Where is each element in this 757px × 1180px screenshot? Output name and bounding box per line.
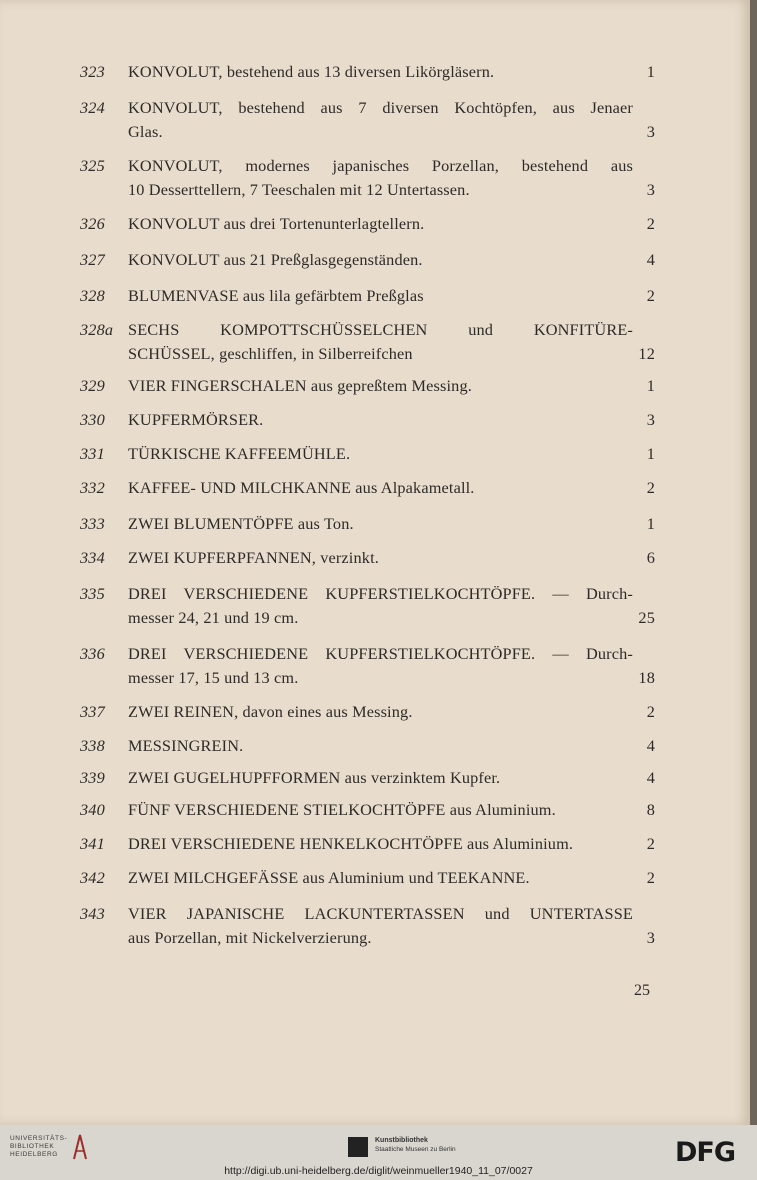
lot-quantity: 2 (646, 834, 655, 853)
lot-description-line: BLUMENVASE aus lila gefärbtem Preßglas (128, 286, 424, 305)
lot-quantity: 3 (646, 928, 655, 947)
lot-description-line: ZWEI REINEN, davon eines aus Messing. (128, 702, 413, 721)
ub-logo-line: UNIVERSITÄTS- (10, 1135, 68, 1142)
lot-description-line: KUPFERMÖRSER. (128, 410, 264, 429)
lot-number: 330 (80, 410, 105, 429)
lot-description-line: SCHÜSSEL, geschliffen, in Silberreifchen (128, 344, 413, 363)
lot-number: 327 (80, 250, 105, 269)
lot-quantity: 4 (646, 736, 655, 755)
lot-quantity: 2 (646, 868, 655, 887)
lot-entry (80, 248, 655, 272)
lot-entry (80, 442, 655, 466)
lot-description-line: DREI VERSCHIEDENE KUPFERSTIELKOCHTÖPFE. — Durch- (128, 644, 633, 663)
lot-description-line: messer 24, 21 und 19 cm. (128, 608, 299, 627)
lot-description-line: ZWEI GUGELHUPFFORMEN aus verzinktem Kupfer. (128, 768, 501, 787)
lot-number: 333 (80, 514, 105, 533)
lot-quantity: 4 (646, 768, 655, 787)
lot-entry (80, 284, 655, 308)
lot-entry (80, 798, 655, 822)
lot-entry (80, 154, 655, 202)
lot-quantity: 3 (646, 122, 655, 141)
lot-quantity: 3 (646, 410, 655, 429)
lot-quantity: 2 (646, 214, 655, 233)
dfg-logo[interactable]: DFG (675, 1137, 736, 1168)
lot-quantity: 2 (646, 702, 655, 721)
footer-bar (0, 1125, 757, 1180)
lot-quantity: 2 (646, 478, 655, 497)
lot-description-line: KONVOLUT, bestehend aus 13 diversen Likörgläsern. (128, 62, 495, 81)
ub-seal-icon (70, 1133, 90, 1161)
lot-number: 334 (80, 548, 105, 567)
lot-number: 332 (80, 478, 105, 497)
ub-heidelberg-logo[interactable] (10, 1135, 67, 1159)
lot-entry (80, 408, 655, 432)
lot-quantity: 12 (638, 344, 655, 363)
page-edge (750, 0, 757, 1125)
lot-number: 339 (80, 768, 105, 787)
lot-description-line: KONVOLUT aus drei Tortenunterlagtellern. (128, 214, 425, 233)
lot-description-line: ZWEI KUPFERPFANNEN, verzinkt. (128, 548, 379, 567)
lot-number: 341 (80, 834, 105, 853)
lot-description-line: aus Porzellan, mit Nickelverzierung. (128, 928, 372, 947)
kb-subtitle: Staatliche Museen zu Berlin (375, 1146, 456, 1153)
lot-description-line: KONVOLUT aus 21 Preßglasgegenständen. (128, 250, 423, 269)
lot-description-line: MESSINGREIN. (128, 736, 244, 755)
lot-description-line: DREI VERSCHIEDENE HENKELKOCHTÖPFE aus Aluminium. (128, 834, 574, 853)
lot-number: 323 (80, 62, 105, 81)
lot-entry (80, 512, 655, 536)
lot-entry (80, 212, 655, 236)
lot-quantity: 1 (646, 62, 655, 81)
lot-entry (80, 642, 655, 690)
lot-description-line: ZWEI MILCHGEFÄSSE aus Aluminium und TEEKANNE. (128, 868, 530, 887)
lot-entry (80, 700, 655, 724)
page-number: 25 (634, 982, 650, 999)
lot-list (80, 60, 655, 950)
lot-entry (80, 546, 655, 570)
lot-entry (80, 374, 655, 398)
lot-number: 328a (80, 320, 114, 339)
lot-number: 331 (80, 444, 105, 463)
lot-entry (80, 766, 655, 790)
kunstbibliothek-icon (348, 1137, 368, 1157)
lot-number: 337 (80, 702, 105, 721)
lot-description-line: KAFFEE- UND MILCHKANNE aus Alpakametall. (128, 478, 475, 497)
lot-description-line: ZWEI BLUMENTÖPFE aus Ton. (128, 514, 354, 533)
lot-quantity: 25 (638, 608, 655, 627)
lot-number: 335 (80, 584, 105, 603)
lot-quantity: 18 (638, 668, 655, 687)
lot-quantity: 1 (646, 514, 655, 533)
lot-quantity: 3 (646, 180, 655, 199)
lot-number: 329 (80, 376, 105, 395)
lot-number: 343 (80, 904, 105, 923)
lot-entry (80, 902, 655, 950)
source-url[interactable]: http://digi.ub.uni-heidelberg.de/diglit/weinmueller1940_11_07/0027 (224, 1165, 533, 1177)
lot-quantity: 1 (646, 444, 655, 463)
lot-quantity: 2 (646, 286, 655, 305)
lot-number: 336 (80, 644, 105, 663)
lot-entry (80, 476, 655, 500)
lot-description-line: 10 Desserttellern, 7 Teeschalen mit 12 Untertassen. (128, 180, 470, 199)
kb-title: Kunstbibliothek (375, 1137, 428, 1144)
lot-entry (80, 60, 655, 84)
lot-number: 324 (80, 98, 105, 117)
lot-number: 328 (80, 286, 105, 305)
lot-number: 342 (80, 868, 105, 887)
lot-description-line: KONVOLUT, modernes japanisches Porzellan, bestehend aus (128, 156, 633, 175)
lot-description-line: KONVOLUT, bestehend aus 7 diversen Kochtöpfen, aus Jenaer (128, 98, 633, 117)
lot-quantity: 1 (646, 376, 655, 395)
lot-entry (80, 866, 655, 890)
lot-quantity: 6 (646, 548, 655, 567)
lot-description-line: DREI VERSCHIEDENE KUPFERSTIELKOCHTÖPFE. — Durch- (128, 584, 633, 603)
lot-entry (80, 832, 655, 856)
lot-quantity: 4 (646, 250, 655, 269)
lot-description-line: VIER FINGERSCHALEN aus gepreßtem Messing. (128, 376, 472, 395)
lot-description-line: VIER JAPANISCHE LACKUNTERTASSEN und UNTERTASSE (128, 904, 633, 923)
lot-description-line: Glas. (128, 122, 163, 141)
lot-description-line: FÜNF VERSCHIEDENE STIELKOCHTÖPFE aus Aluminium. (128, 800, 556, 819)
lot-entry (80, 734, 655, 758)
lot-quantity: 8 (646, 800, 655, 819)
lot-description-line: SECHS KOMPOTTSCHÜSSELCHEN und KONFITÜRE- (128, 320, 633, 339)
lot-entry (80, 96, 655, 144)
ub-logo-line: HEIDELBERG (10, 1151, 58, 1158)
lot-number: 326 (80, 214, 105, 233)
ub-logo-line: BIBLIOTHEK (10, 1143, 55, 1150)
lot-number: 325 (80, 156, 105, 175)
lot-number: 340 (80, 800, 105, 819)
lot-entry (80, 318, 655, 366)
kunstbibliothek-logo[interactable] (375, 1136, 456, 1154)
lot-description-line: messer 17, 15 und 13 cm. (128, 668, 299, 687)
lot-number: 338 (80, 736, 105, 755)
lot-description-line: TÜRKISCHE KAFFEEMÜHLE. (128, 444, 351, 463)
lot-entry (80, 582, 655, 630)
